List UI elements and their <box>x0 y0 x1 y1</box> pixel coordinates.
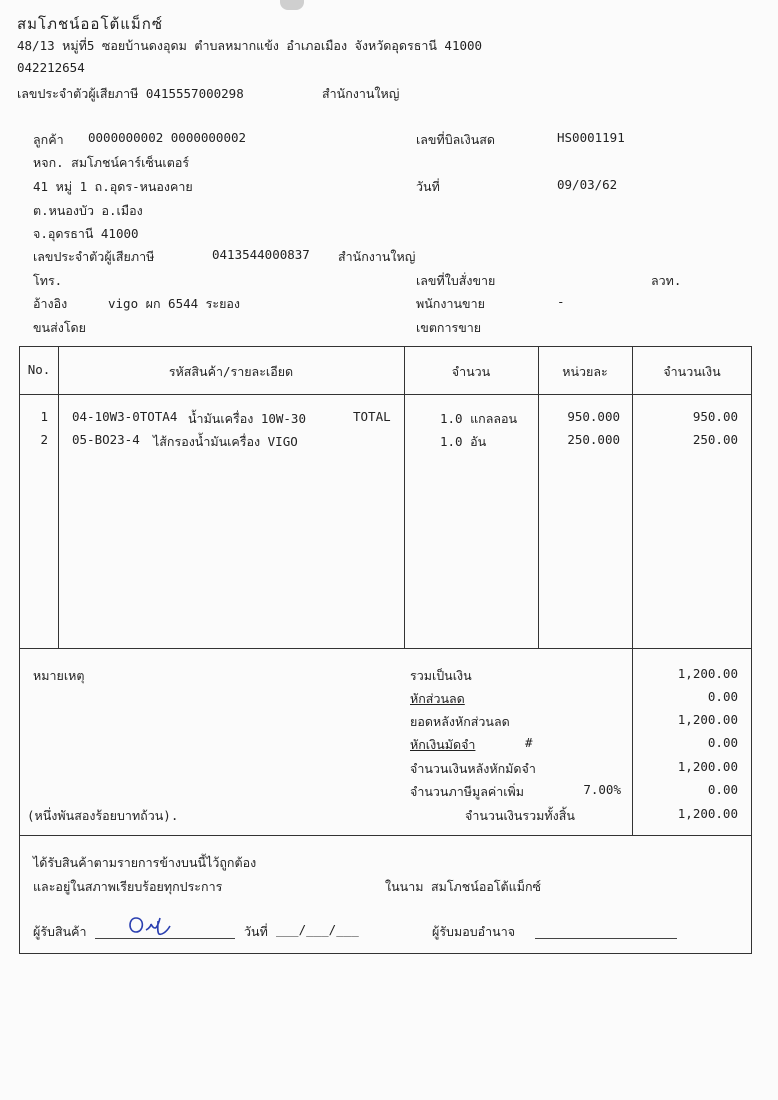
col-divider <box>538 346 539 649</box>
deposit-value: 0.00 <box>707 735 738 750</box>
customer-branch: สำนักงานใหญ่ <box>338 249 416 264</box>
remark-label: หมายเหตุ <box>33 668 85 683</box>
customer-code: 0000000002 0000000002 <box>88 130 247 145</box>
row-1-code: 04-10W3-0TOTA4 <box>72 409 178 424</box>
receiver-label: ผู้รับสินค้า <box>33 924 87 939</box>
deposit-hash: # <box>525 735 533 750</box>
row-2-description: ไส้กรองน้ำมันเครื่อง VIGO <box>153 434 298 449</box>
sales-area-label: เขตการขาย <box>416 320 482 335</box>
col-divider <box>404 346 405 649</box>
header-no: No. <box>27 362 51 377</box>
row-1-brand: TOTAL <box>353 409 391 424</box>
subtotal-label: รวมเป็นเงิน <box>410 668 472 683</box>
row-1-no: 1 <box>40 409 48 424</box>
after-deposit-value: 1,200.00 <box>677 759 738 774</box>
acknowledge-line-1: ได้รับสินค้าตามรายการข้างบนนี้ไว้ถูกต้อง <box>33 855 257 870</box>
company-tax-id: เลขประจำตัวผู้เสียภาษี 0415557000298 <box>17 86 244 101</box>
items-table <box>19 346 752 649</box>
acknowledge-line-2: และอยู่ในสภาพเรียบร้อยทุกประการ <box>33 879 223 894</box>
row-2-amount: 250.00 <box>692 432 738 447</box>
customer-name: หจก. สมโภชน์คาร์เซ็นเตอร์ <box>33 155 190 170</box>
amount-in-words: (หนึ่งพันสองร้อยบาทถ้วน). <box>27 808 179 823</box>
bill-no-label: เลขที่บิลเงินสด <box>416 132 495 147</box>
header-amount: จำนวนเงิน <box>663 364 721 379</box>
sales-order-label: เลขที่ใบสั่งขาย <box>416 273 496 288</box>
customer-address-2: ต.หนองบัว อ.เมือง <box>33 203 143 218</box>
receive-date-label: วันที่ <box>244 924 268 939</box>
company-address: 48/13 หมู่ที่5 ซอยบ้านดงอุดม ตำบลหมากแข้ง อำเภอเมือง จังหวัดอุดรธานี 41000 <box>17 38 483 53</box>
salesperson-value: - <box>557 294 565 309</box>
after-discount-label: ยอดหลังหักส่วนลด <box>410 714 510 729</box>
company-name: สมโภชน์ออโต้แม็กซ์ <box>17 15 164 33</box>
row-1-description: น้ำมันเครื่อง 10W-30 <box>188 411 306 426</box>
customer-label: ลูกค้า <box>33 132 64 147</box>
grand-total-label: จำนวนเงินรวมทั้งสิ้น <box>465 808 575 823</box>
shipping-label: ขนส่งโดย <box>33 320 86 335</box>
vat-label: จำนวนภาษีมูลค่าเพิ่ม <box>410 784 524 799</box>
row-2-unit-price: 250.000 <box>567 432 620 447</box>
after-deposit-label: จำนวนเงินหลังหักมัดจำ <box>410 761 536 776</box>
row-2-no: 2 <box>40 432 48 447</box>
after-discount-value: 1,200.00 <box>677 712 738 727</box>
col-divider <box>58 346 59 649</box>
row-1-quantity: 1.0 แกลลอน <box>440 411 518 426</box>
vat-value: 0.00 <box>707 782 738 797</box>
receive-date-blank: ___/___/___ <box>276 922 359 937</box>
header-quantity: จำนวน <box>451 364 491 379</box>
reference-value: vigo ผก 6544 ระยอง <box>108 296 241 311</box>
subtotal-value: 1,200.00 <box>677 666 738 681</box>
row-1-amount: 950.00 <box>692 409 738 424</box>
table-header-divider <box>19 394 752 395</box>
authorized-label: ผู้รับมอบอำนาจ <box>432 924 516 939</box>
salesperson-label: พนักงานขาย <box>416 296 485 311</box>
company-branch: สำนักงานใหญ่ <box>322 86 400 101</box>
customer-address-1: 41 หมู่ 1 ถ.อุดร-หนองคาย <box>33 179 193 194</box>
customer-phone-label: โทร. <box>33 273 63 288</box>
sales-order-extra: ลวท. <box>651 273 682 288</box>
row-2-code: 05-BO23-4 <box>72 432 140 447</box>
customer-address-3: จ.อุดรธานี 41000 <box>33 226 139 241</box>
discount-label: หักส่วนลด <box>410 691 465 706</box>
authorized-signature-line <box>535 938 677 939</box>
header-unit-price: หน่วยละ <box>562 364 608 379</box>
reference-label: อ้างอิง <box>33 296 68 311</box>
scan-smudge <box>280 0 304 10</box>
company-phone: 042212654 <box>17 60 85 75</box>
receiver-signature-line <box>95 938 235 939</box>
row-2-quantity: 1.0 อัน <box>440 434 487 449</box>
grand-total-value: 1,200.00 <box>677 806 738 821</box>
discount-value: 0.00 <box>707 689 738 704</box>
col-divider <box>632 346 633 649</box>
receiver-signature <box>126 912 176 938</box>
deposit-label: หักเงินมัดจำ <box>410 737 476 752</box>
customer-tax-id: 0413544000837 <box>212 247 310 262</box>
customer-tax-label: เลขประจำตัวผู้เสียภาษี <box>33 249 155 264</box>
on-behalf-of: ในนาม สมโภชน์ออโต้แม็กซ์ <box>385 879 542 894</box>
vat-rate: 7.00% <box>583 782 621 797</box>
bill-no-value: HS0001191 <box>557 130 625 145</box>
bill-date-value: 09/03/62 <box>557 177 618 192</box>
row-1-unit-price: 950.000 <box>567 409 620 424</box>
header-description: รหัสสินค้า/รายละเอียด <box>168 364 294 379</box>
bill-date-label: วันที่ <box>416 179 440 194</box>
